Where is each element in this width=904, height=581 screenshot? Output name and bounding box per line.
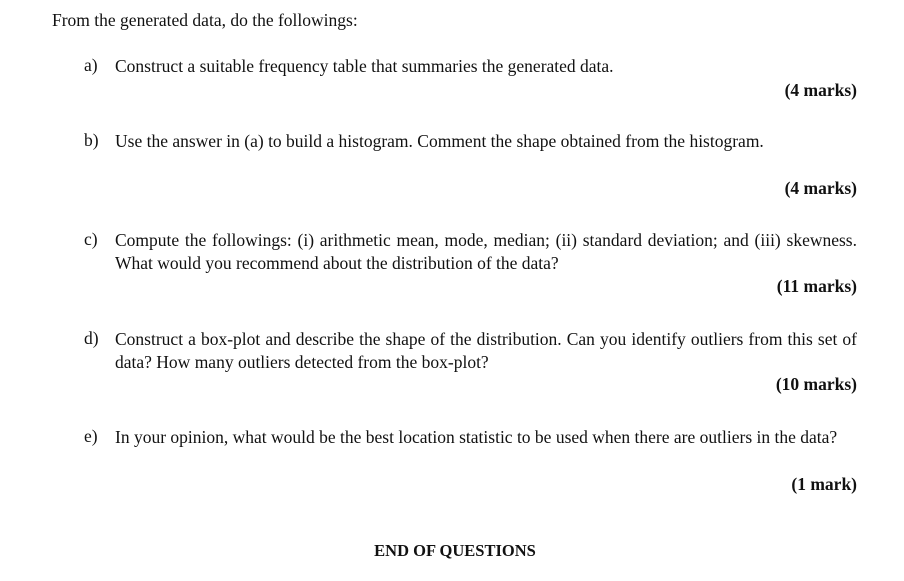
question-label: d) — [84, 328, 99, 348]
question-marks: (1 mark) — [791, 474, 857, 494]
question-e — [84, 426, 857, 449]
question-b — [84, 130, 857, 153]
end-of-questions: END OF QUESTIONS — [374, 541, 536, 560]
question-text: Use the answer in (a) to build a histogram. Comment the shape obtained from the histogram. — [115, 131, 764, 151]
question-text: Compute the followings: (i) arithmetic mean, mode, median; (ii) standard deviation; and (iii) skewness. What would you recommend about the distribution of the data? — [115, 230, 857, 273]
question-d — [84, 328, 857, 374]
question-label: a) — [84, 55, 98, 75]
question-text: Construct a suitable frequency table that summaries the generated data. — [115, 56, 614, 76]
question-label: b) — [84, 130, 99, 150]
question-marks: (4 marks) — [784, 178, 857, 198]
question-marks: (10 marks) — [775, 374, 857, 394]
question-a — [84, 55, 857, 78]
question-text: Construct a box-plot and describe the shape of the distribution. Can you identify outliers from this set of data? How many outliers detected from the box-plot? — [115, 329, 857, 372]
question-c — [84, 229, 857, 275]
intro-text: From the generated data, do the followings: — [52, 10, 358, 30]
question-label: e) — [84, 426, 98, 446]
question-label: c) — [84, 229, 98, 249]
question-marks: (11 marks) — [776, 276, 857, 296]
question-marks: (4 marks) — [784, 80, 857, 100]
question-text: In your opinion, what would be the best location statistic to be used when there are outliers in the data? — [115, 427, 838, 447]
